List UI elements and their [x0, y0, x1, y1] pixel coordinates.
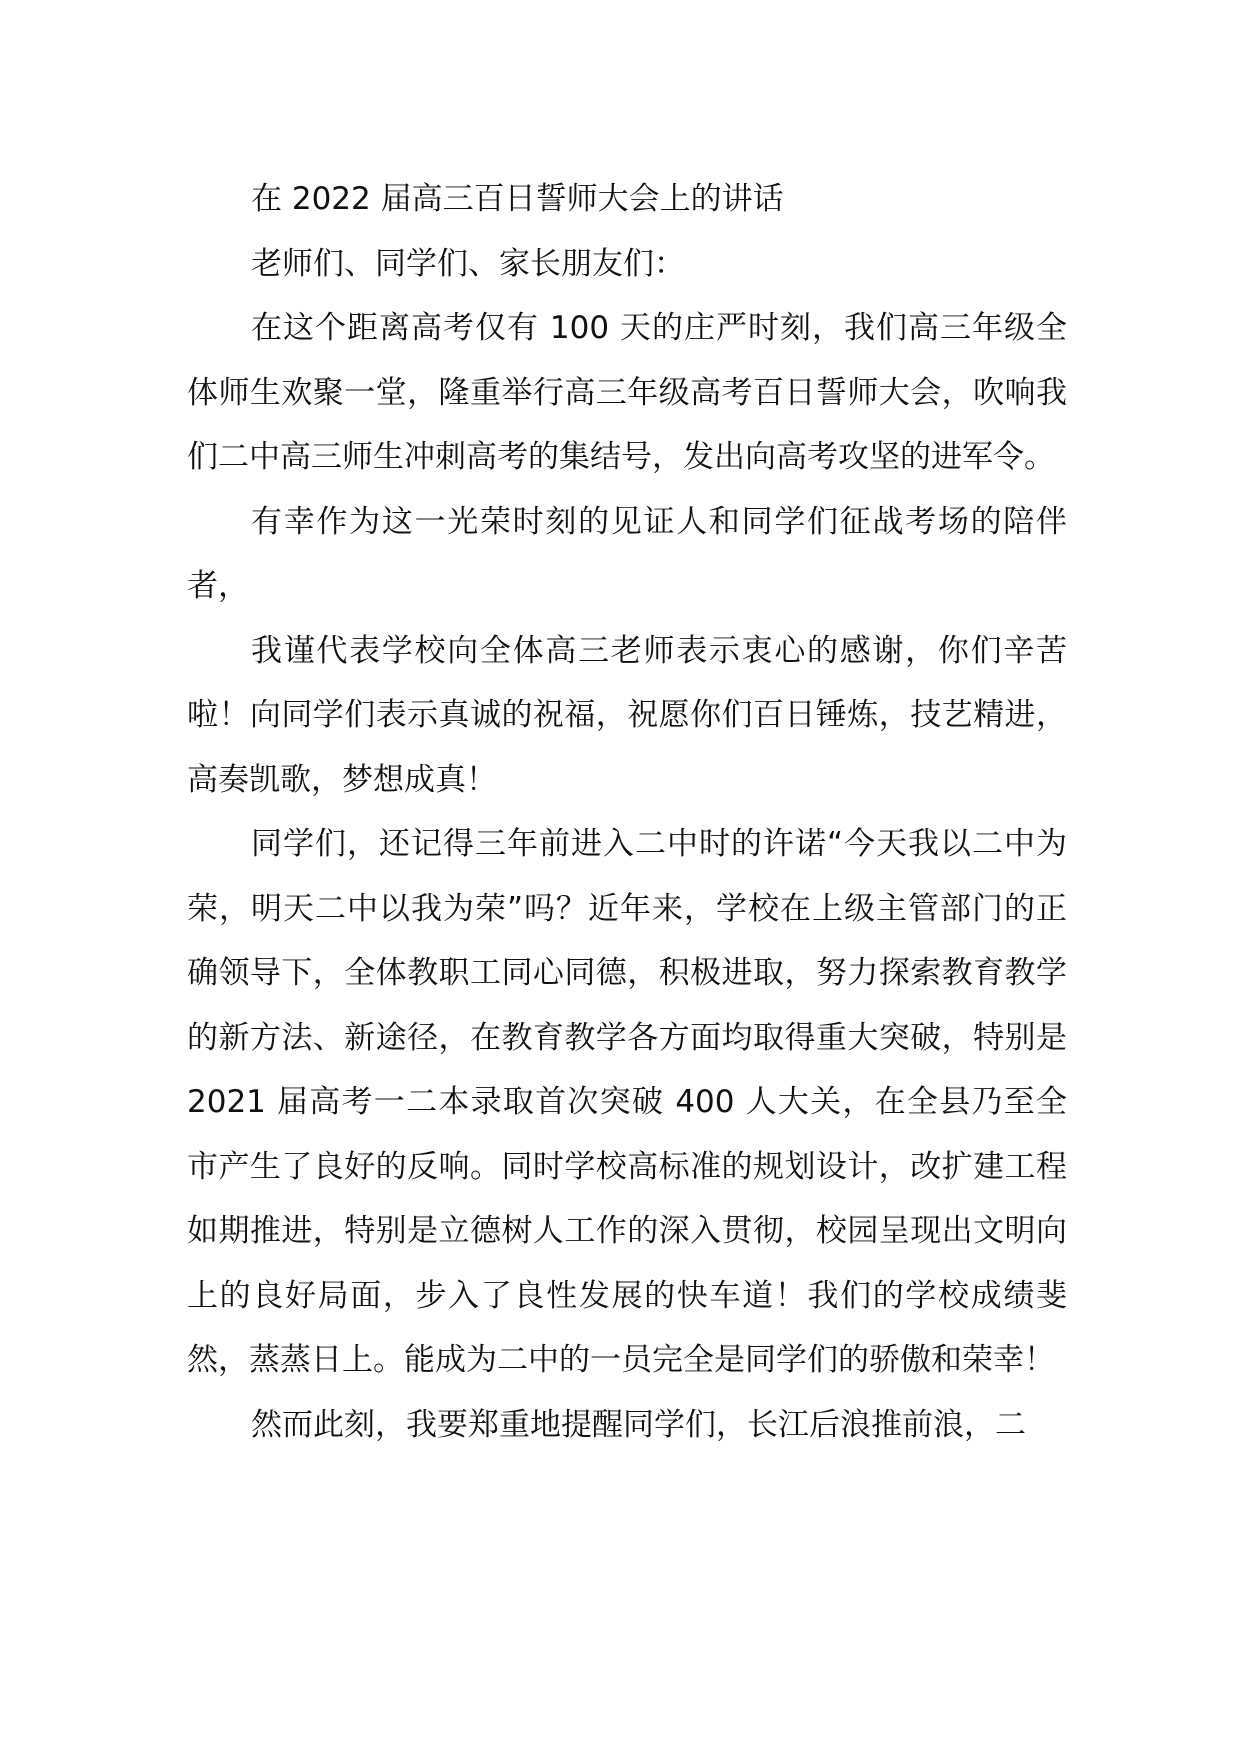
- paragraph-reminder: 然而此刻，我要郑重地提醒同学们，长江后浪推前浪，二: [251, 1406, 1026, 1443]
- document-title: 在 2022 届高三百日誓师大会上的讲话: [251, 181, 784, 217]
- paragraph-opening: 在这个距离高考仅有 100 天的庄严时刻，我们高三年级全体师生欢聚一堂，隆重举行高三年级高考百日誓师大会，吹响我们二中高三师生冲刺高考的集结号，发出向高考攻坚的进军令。: [187, 310, 1067, 475]
- document-body: [187, 167, 1067, 1457]
- salutation: 老师们、同学们、家长朋友们：: [251, 245, 685, 282]
- paragraph-thanks: 我谨代表学校向全体高三老师表示衷心的感谢，你们辛苦啦！向同学们表示真诚的祝福，祝愿你们百日锤炼，技艺精进，高奏凯歌，梦想成真！: [187, 632, 1067, 798]
- paragraph-achievements: 同学们，还记得三年前进入二中时的许诺“今天我以二中为荣，明天二中以我为荣”吗？近年来，学校在上级主管部门的正确领导下，全体教职工同心同德，积极进取，努力探索教育教学的新方法、新途径，在教育教学各方面均取得重大突破，特别是 2021 届高考一二本录取首次突破 400 人大关，在全县乃至全市产生了良好的反响。同时学校高标准的规划设计，改扩建工程如期推进，特别是立德树人工作的深入贯彻，校园呈现出文明向上的良好局面，步入了良性发展的快车道！我们的学校成绩斐然，蒸蒸日上。能成为二中的一员完全是同学们的骄傲和荣幸！: [187, 826, 1067, 1378]
- paragraph-witness: 有幸作为这一光荣时刻的见证人和同学们征战考场的陪伴者，: [187, 503, 1067, 604]
